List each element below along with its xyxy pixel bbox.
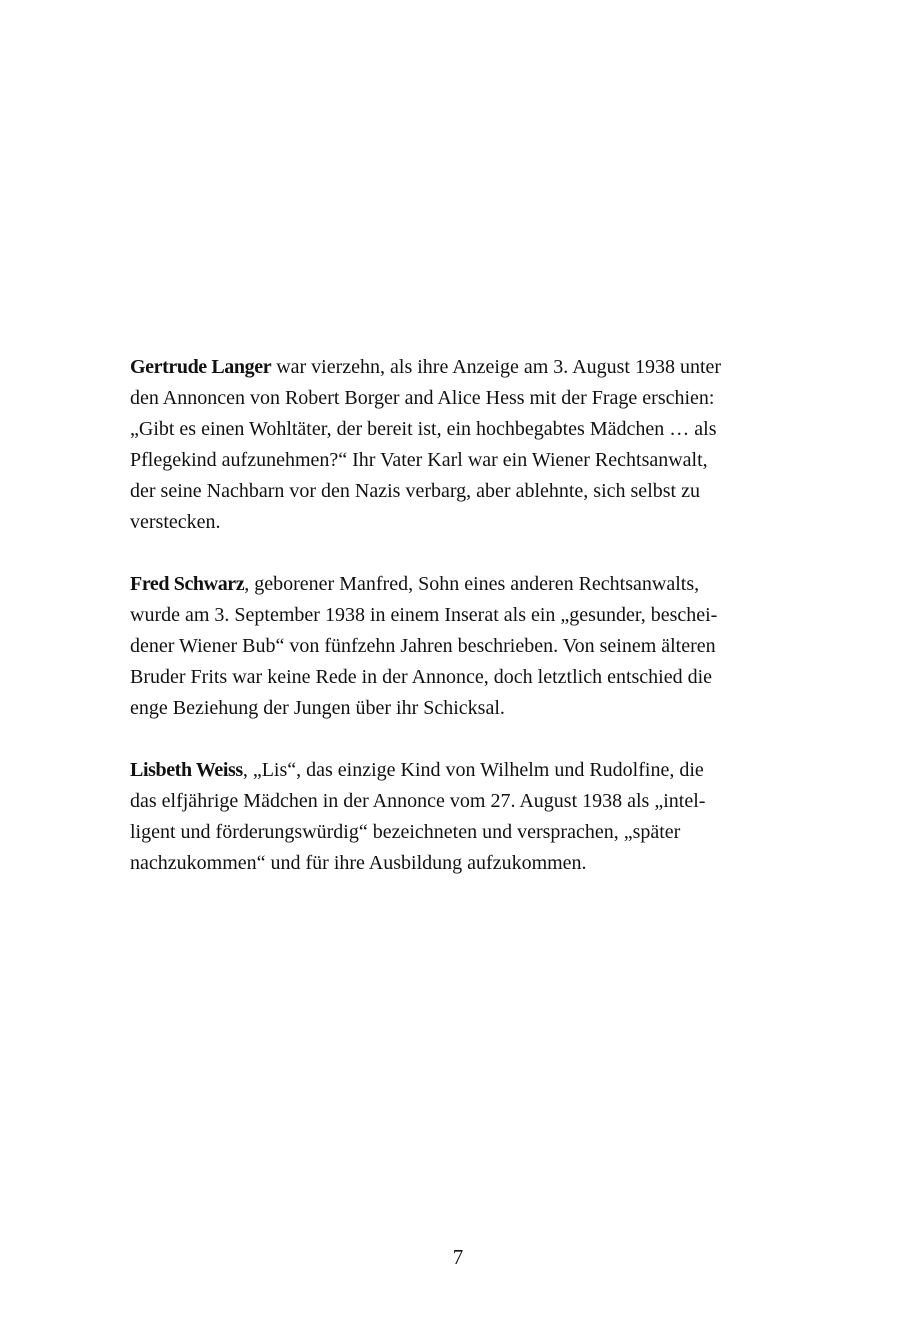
paragraph-line: ligent und förderungswürdig“ bezeichneten und versprachen, „später — [130, 821, 681, 843]
paragraph-line: wurde am 3. September 1938 in einem Inserat als ein „gesunder, beschei- — [130, 604, 718, 626]
person-name: Lisbeth Weiss — [130, 759, 243, 781]
person-name: Fred Schwarz — [130, 573, 245, 595]
paragraph-gertrude-langer — [130, 352, 810, 538]
person-name: Gertrude Langer — [130, 356, 272, 378]
paragraph-line: Bruder Frits war keine Rede in der Annonce, doch letztlich entschied die — [130, 666, 713, 688]
paragraph-line: nachzukommen“ und für ihre Ausbildung aufzukommen. — [130, 852, 587, 874]
line-text: , geborener Manfred, Sohn eines anderen Rechtsanwalts, — [244, 573, 700, 595]
page-number: 7 — [452, 1245, 464, 1269]
paragraph-fred-schwarz — [130, 569, 810, 724]
paragraph-lisbeth-weiss — [130, 755, 810, 879]
paragraph-line: Pflegekind aufzunehmen?“ Ihr Vater Karl war ein Wiener Rechtsanwalt, — [130, 449, 708, 471]
paragraph-line: der seine Nachbarn vor den Nazis verbarg, aber ablehnte, sich selbst zu — [130, 480, 700, 502]
paragraph-line: enge Beziehung der Jungen über ihr Schicksal. — [130, 697, 505, 719]
paragraph-line: dener Wiener Bub“ von fünfzehn Jahren beschrieben. Von seinem älteren — [130, 635, 716, 657]
paragraph-line — [130, 569, 810, 600]
paragraph-line: das elfjährige Mädchen in der Annonce vom 27. August 1938 als „intel- — [130, 790, 706, 812]
paragraph-line — [130, 755, 810, 786]
paragraph-line — [130, 352, 810, 383]
paragraph-line: „Gibt es einen Wohltäter, der bereit ist, ein hochbegabtes Mädchen … als — [130, 418, 717, 440]
line-text: , „Lis“, das einzige Kind von Wilhelm und Rudolfine, die — [242, 759, 704, 781]
line-text: war vierzehn, als ihre Anzeige am 3. August 1938 unter — [271, 356, 722, 378]
text-body — [130, 352, 810, 910]
paragraph-line: den Annoncen von Robert Borger and Alice Hess mit der Frage erschien: — [130, 387, 715, 409]
paragraph-line: verstecken. — [130, 511, 221, 533]
